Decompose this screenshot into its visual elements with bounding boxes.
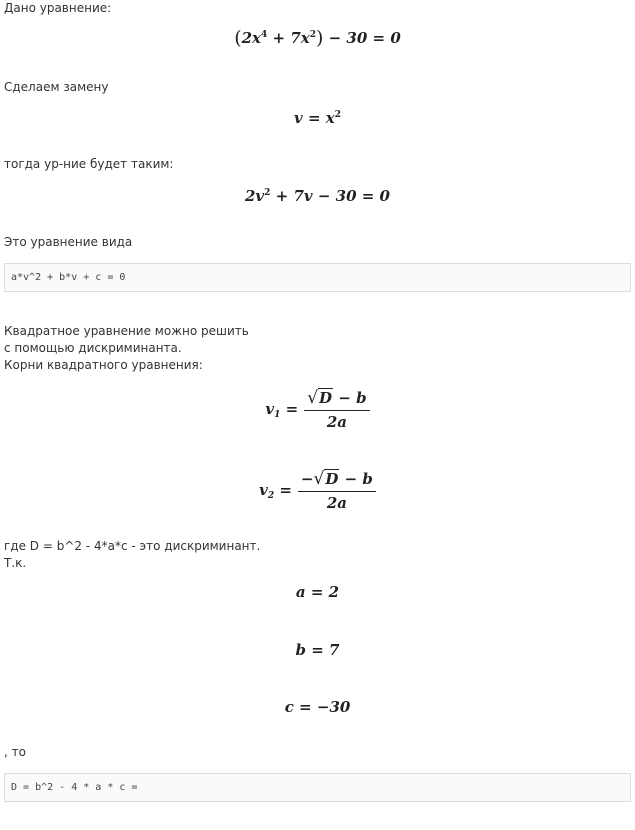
discriminant-code: D = b^2 - 4 * a * c = [4,773,631,802]
quadratic-equation: $2v^2 + 7v - 30 = 0$ [245,187,390,205]
then-equation-label: тогда ур-ние будет таким: [4,157,174,171]
c-value: c = −30 [284,698,351,716]
quadratic-text-line-1: Квадратное уравнение можно решить [4,324,249,338]
a-value: a = 2 [295,583,340,601]
substitution-label: Сделаем замену [4,80,109,94]
substitution-formula: $v = x^2$ [294,109,341,127]
root1-formula: $v_1$ = $\frac{√D - b}{2a}$ [0,388,635,431]
given-label: Дано уравнение: [4,1,112,15]
discriminant-text: где D = b^2 - 4*a*c - это дискриминант. [4,539,261,553]
original-equation: $(2x^4 + 7x^2) - 30 = 0$ [234,27,401,49]
b-value: b = 7 [295,641,340,659]
equation-form-label: Это уравнение вида [4,235,133,249]
quadratic-text-line-2: с помощью дискриминанта. [4,341,182,355]
root2-formula: $v_2$ = $\frac{-√D - b}{2a}$ [0,469,635,512]
general-form-code: a*v^2 + b*v + c = 0 [4,263,631,292]
then-label: , то [4,745,26,759]
quadratic-text-line-3: Корни квадратного уравнения: [4,358,203,372]
since-label: Т.к. [4,556,27,570]
